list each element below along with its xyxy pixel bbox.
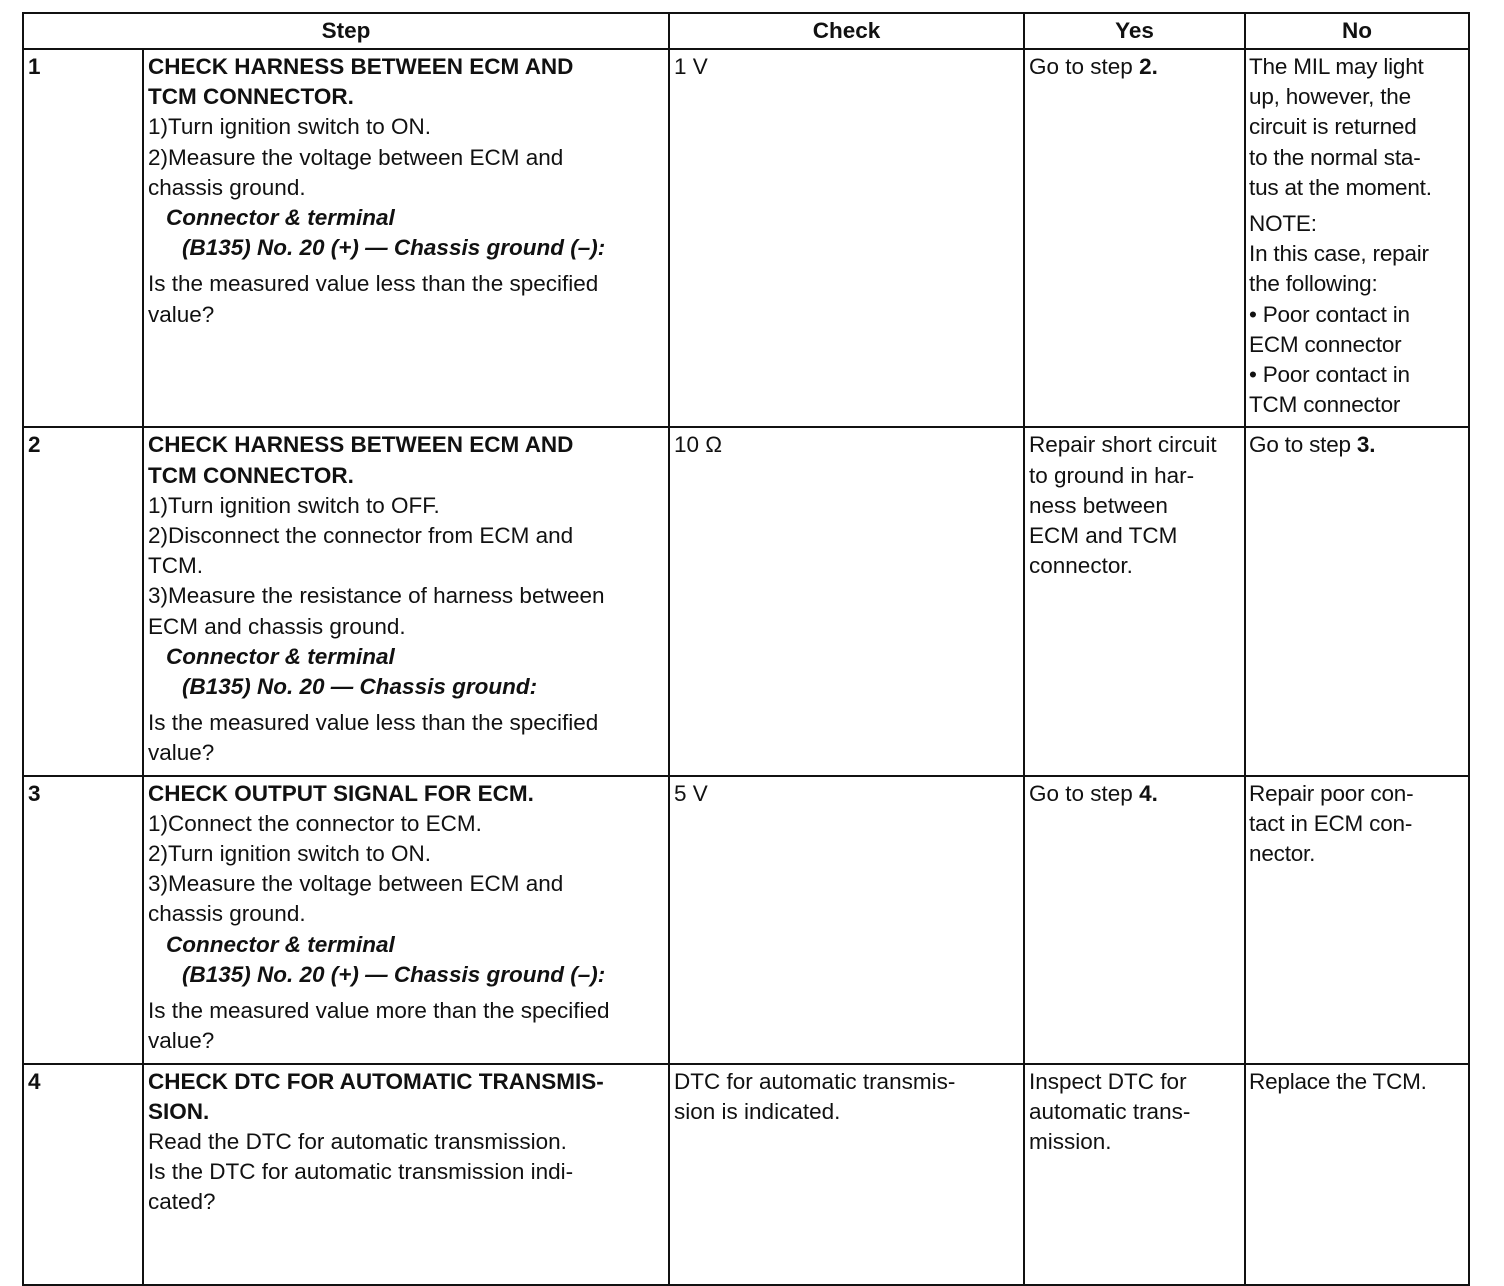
yes-step-ref: 4. — [1139, 780, 1158, 806]
header-row — [23, 13, 1469, 49]
step-description — [143, 1064, 669, 1285]
bullet-item-cont: ECM connector — [1249, 331, 1402, 357]
header-yes: Yes — [1024, 13, 1245, 49]
bullet-item: • Poor contact in — [1249, 301, 1410, 327]
instruction-line: TCM. — [148, 553, 203, 579]
step-number: 4 — [23, 1064, 143, 1285]
step-title-line: TCM CONNECTOR. — [148, 84, 354, 110]
note-label: NOTE: — [1249, 211, 1317, 237]
table-row — [23, 1064, 1469, 1285]
yes-action — [1024, 776, 1245, 1064]
step-title-line: SION. — [148, 1098, 210, 1124]
step-title-line: CHECK HARNESS BETWEEN ECM AND — [148, 54, 574, 79]
header-check: Check — [669, 13, 1024, 49]
step-title-line: TCM CONNECTOR. — [148, 462, 354, 488]
yes-line: ness between — [1029, 492, 1168, 518]
check-value: 5 V — [669, 776, 1024, 1064]
instruction-line: chassis ground. — [148, 174, 306, 200]
instruction-line: 3)Measure the voltage between ECM and — [148, 871, 564, 897]
question-line: value? — [148, 1028, 215, 1054]
no-line: to the normal sta- — [1249, 144, 1421, 170]
no-line: nector. — [1249, 841, 1316, 867]
bullet-item: • Poor contact in — [1249, 362, 1410, 388]
instruction-line: ECM and chassis ground. — [148, 613, 406, 639]
check-line: sion is indicated. — [674, 1098, 841, 1124]
yes-line: ECM and TCM — [1029, 523, 1178, 549]
instruction-line: 3)Measure the resistance of harness between — [148, 583, 605, 609]
connector-title: Connector & terminal — [166, 931, 395, 957]
yes-line: Inspect DTC for — [1029, 1068, 1187, 1094]
connector-title: Connector & terminal — [166, 205, 395, 231]
connector-terminal: (B135) No. 20 (+) — Chassis ground (–): — [182, 961, 606, 987]
no-action — [1245, 1064, 1469, 1285]
no-line: tus at the moment. — [1249, 174, 1432, 200]
question-line: Is the measured value less than the specified — [148, 710, 599, 736]
table-row — [23, 776, 1469, 1064]
connector-terminal: (B135) No. 20 — Chassis ground: — [182, 674, 538, 700]
no-prefix: Go to step — [1249, 432, 1357, 458]
question-line: cated? — [148, 1189, 216, 1215]
diagnostic-procedure-page — [22, 12, 1468, 1286]
connector-terminal: (B135) No. 20 (+) — Chassis ground (–): — [182, 235, 606, 261]
note-line: In this case, repair — [1249, 241, 1429, 267]
check-line: DTC for automatic transmis- — [674, 1068, 956, 1094]
step-description — [143, 49, 669, 427]
table-row — [23, 49, 1469, 427]
no-action — [1245, 49, 1469, 427]
yes-prefix: Go to step — [1029, 780, 1140, 806]
instruction-line: 1)Turn ignition switch to OFF. — [148, 492, 440, 518]
instruction-line: 2)Measure the voltage between ECM and — [148, 144, 564, 170]
no-action — [1245, 427, 1469, 775]
instruction-line: 1)Connect the connector to ECM. — [148, 810, 482, 836]
yes-line: automatic trans- — [1029, 1098, 1191, 1124]
instruction-line: 1)Turn ignition switch to ON. — [148, 114, 432, 140]
step-title-line: CHECK HARNESS BETWEEN ECM AND — [148, 432, 574, 458]
question-line: Is the DTC for automatic transmission indi- — [148, 1159, 574, 1185]
no-line: circuit is returned — [1249, 114, 1417, 140]
yes-action — [1024, 49, 1245, 427]
header-step: Step — [23, 13, 669, 49]
step-title-line: CHECK OUTPUT SIGNAL FOR ECM. — [148, 780, 534, 806]
instruction-line: Read the DTC for automatic transmission. — [148, 1128, 567, 1154]
yes-line: connector. — [1029, 553, 1133, 579]
yes-action — [1024, 427, 1245, 775]
no-line: Replace the TCM. — [1249, 1068, 1427, 1094]
instruction-line: 2)Disconnect the connector from ECM and — [148, 523, 574, 549]
yes-step-ref: 2. — [1139, 54, 1158, 79]
yes-prefix: Go to step — [1029, 54, 1140, 79]
check-value: 10 Ω — [669, 427, 1024, 775]
step-description — [143, 427, 669, 775]
no-line: up, however, the — [1249, 84, 1411, 110]
step-description — [143, 776, 669, 1064]
connector-title: Connector & terminal — [166, 643, 395, 669]
step-number: 3 — [23, 776, 143, 1064]
question-line: Is the measured value more than the specified — [148, 998, 610, 1024]
question-line: Is the measured value less than the specified — [148, 271, 599, 297]
diagnostic-table — [22, 12, 1470, 1286]
instruction-line: 2)Turn ignition switch to ON. — [148, 841, 432, 867]
bullet-item-cont: TCM connector — [1249, 392, 1401, 418]
note-line: the following: — [1249, 271, 1378, 297]
table-row — [23, 427, 1469, 775]
check-value: 1 V — [669, 49, 1024, 427]
no-action — [1245, 776, 1469, 1064]
no-line: Repair poor con- — [1249, 780, 1414, 806]
no-step-ref: 3. — [1356, 432, 1376, 458]
step-number: 2 — [23, 427, 143, 775]
yes-line: Repair short circuit — [1029, 432, 1217, 458]
no-line: The MIL may light — [1249, 54, 1424, 79]
step-number: 1 — [23, 49, 143, 427]
yes-action — [1024, 1064, 1245, 1285]
no-line: tact in ECM con- — [1249, 810, 1413, 836]
yes-line: mission. — [1029, 1128, 1112, 1154]
yes-line: to ground in har- — [1029, 462, 1195, 488]
question-line: value? — [148, 740, 215, 766]
check-value — [669, 1064, 1024, 1285]
header-no: No — [1245, 13, 1469, 49]
instruction-line: chassis ground. — [148, 901, 306, 927]
question-line: value? — [148, 301, 215, 327]
step-title-line: CHECK DTC FOR AUTOMATIC TRANSMIS- — [148, 1068, 604, 1094]
